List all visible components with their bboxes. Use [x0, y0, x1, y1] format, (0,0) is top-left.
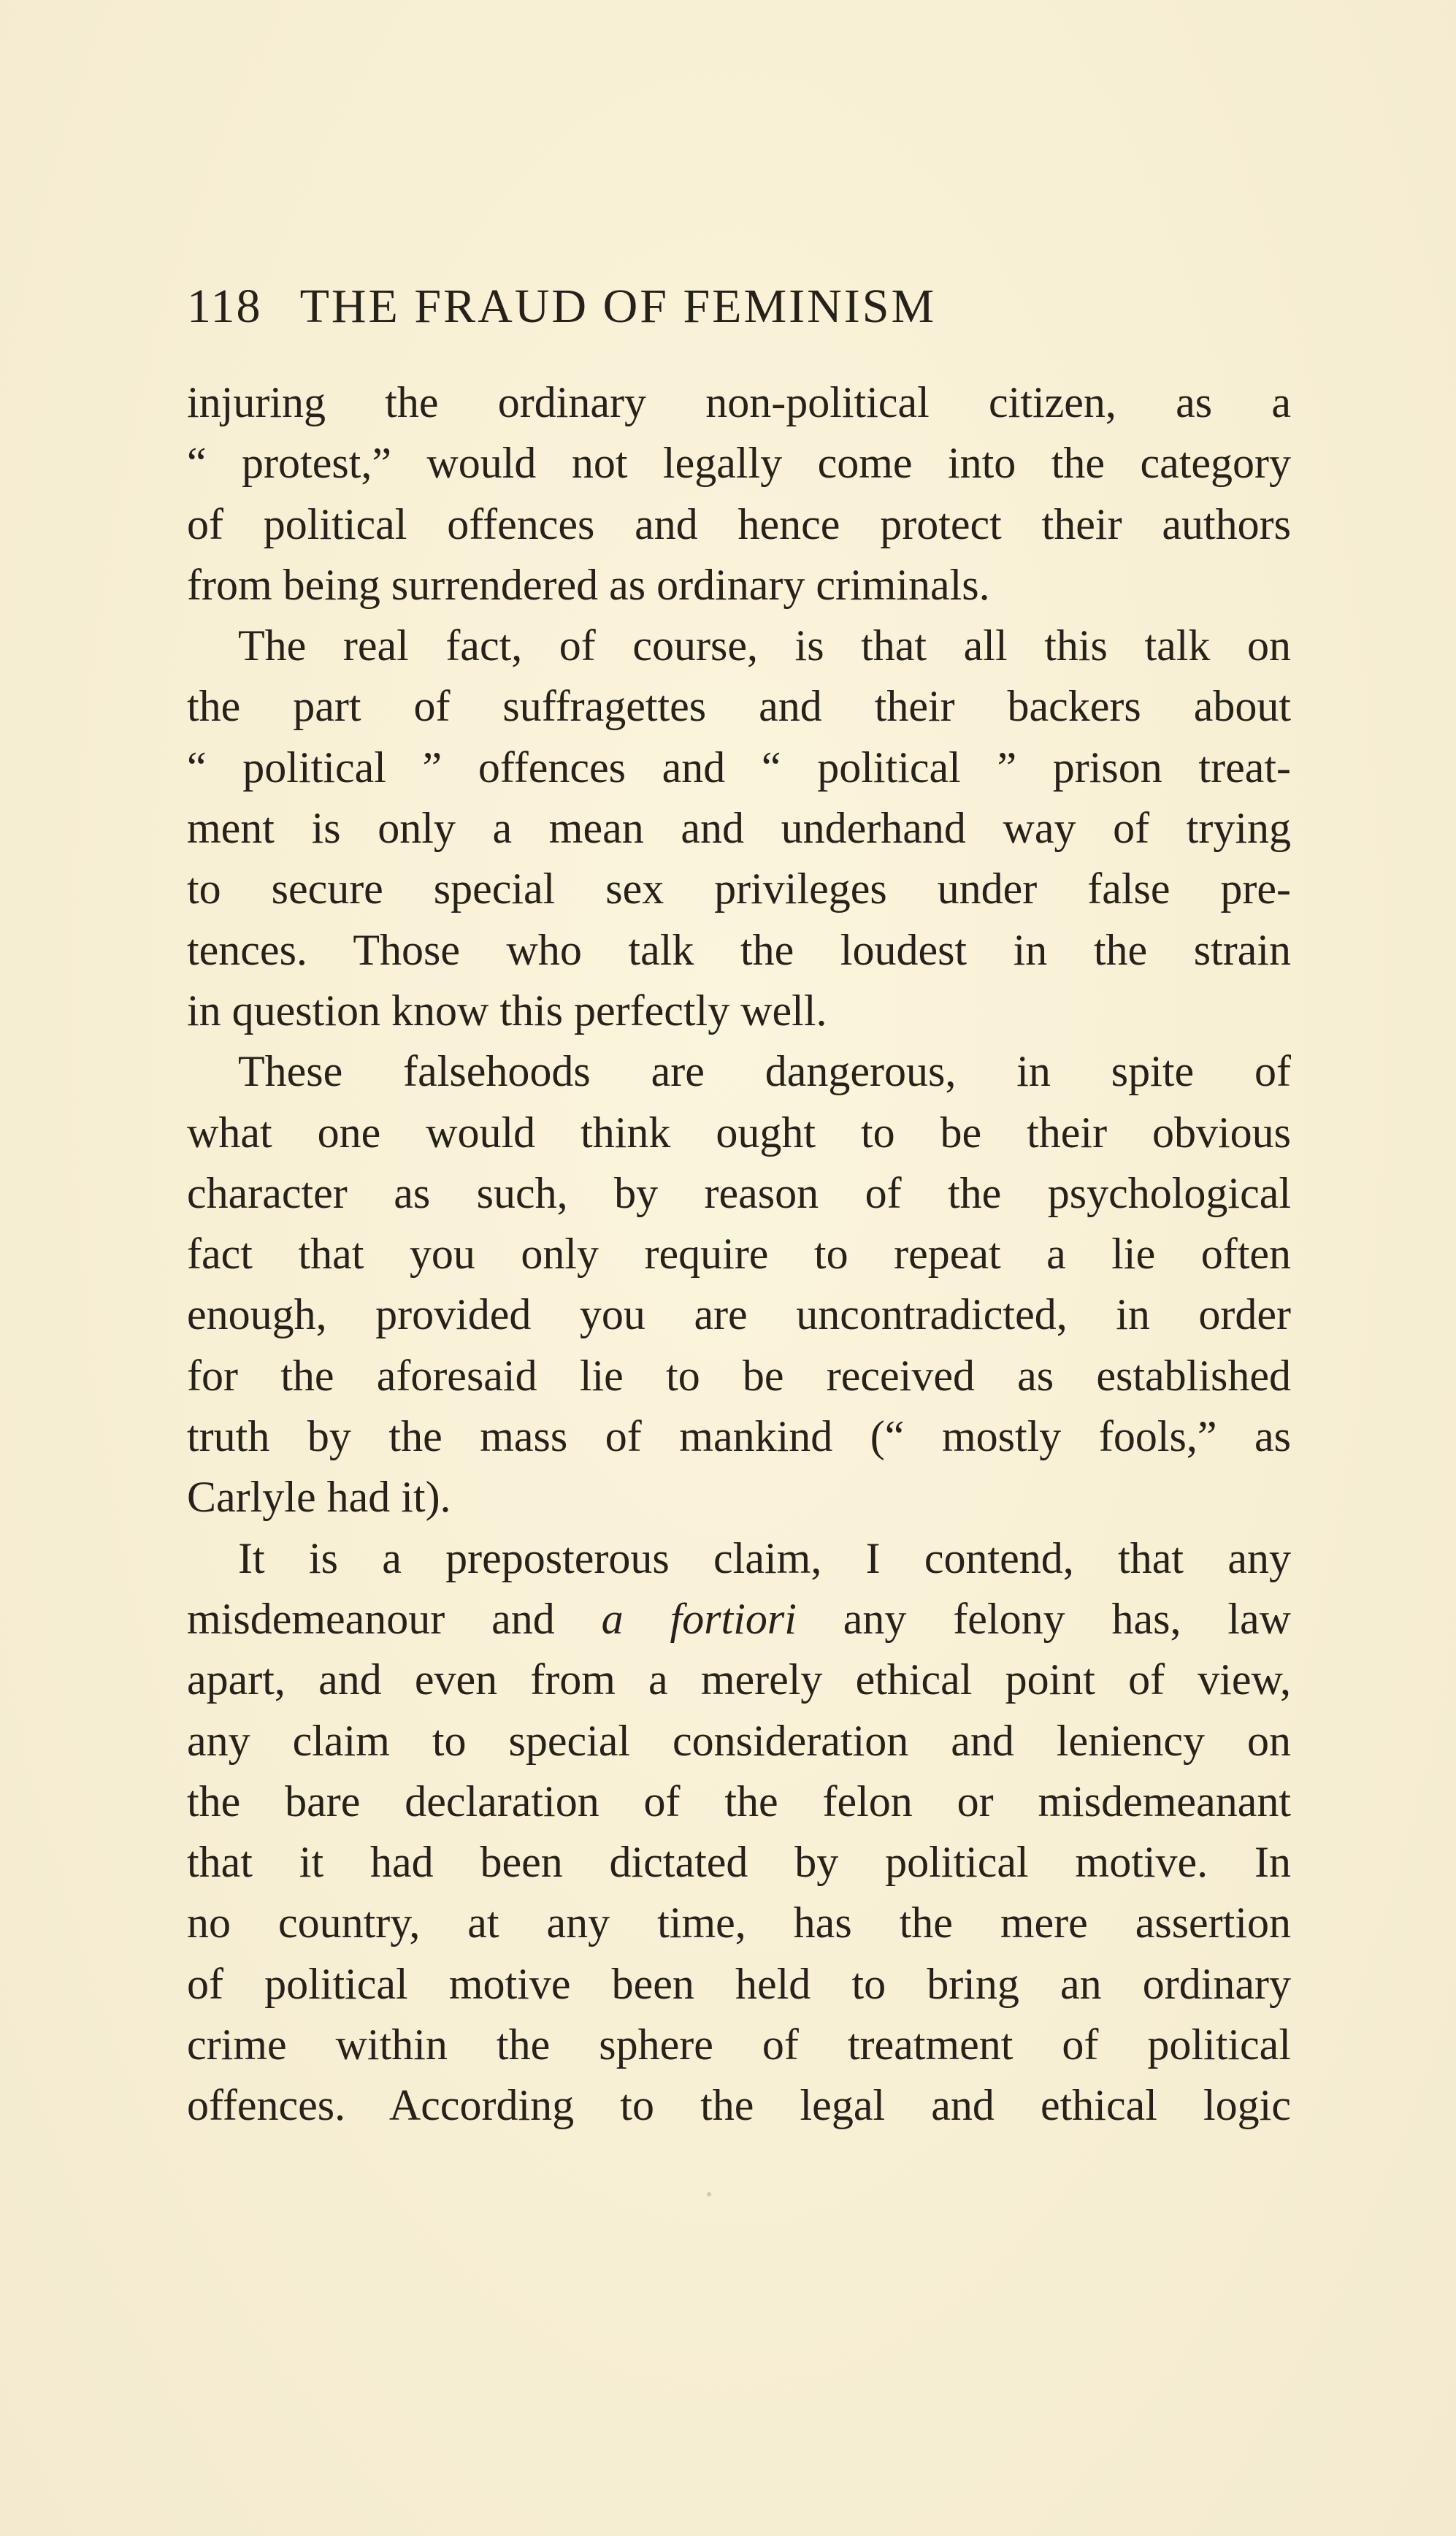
text-line: “ protest,” would not legally come into the category	[187, 439, 1291, 488]
text-line: ment is only a mean and underhand way of trying	[187, 804, 1291, 853]
text-segment: any felony has, law	[796, 1594, 1291, 1643]
text-line: offences. According to the legal and ethical logic	[187, 2081, 1291, 2130]
text-line	[187, 1589, 1291, 1650]
text-line: for the aforesaid lie to be received as established	[187, 1351, 1291, 1400]
text-line: fact that you only require to repeat a lie often	[187, 1230, 1291, 1279]
text-line: in question know this perfectly well.	[187, 986, 827, 1035]
text-line: the bare declaration of the felon or misdemeanant	[187, 1777, 1291, 1826]
text-line: no country, at any time, has the mere assertion	[187, 1899, 1291, 1947]
page-header	[187, 279, 1297, 352]
italic-phrase: a fortiori	[601, 1594, 797, 1643]
text-line: These falsehoods are dangerous, in spite of	[238, 1047, 1291, 1096]
text-line: character as such, by reason of the psychological	[187, 1168, 1291, 1217]
text-line: apart, and even from a merely ethical point of view,	[187, 1655, 1291, 1704]
text-line: truth by the mass of mankind (“ mostly fools,” as	[187, 1412, 1291, 1461]
paper-speck	[707, 2192, 711, 2196]
text-line: of political offences and hence protect their authors	[187, 499, 1291, 548]
text-line: The real fact, of course, is that all this talk on	[238, 621, 1291, 670]
page-number: 118	[187, 280, 262, 333]
text-line: any claim to special consideration and leniency on	[187, 1716, 1291, 1765]
text-line: injuring the ordinary non-political citizen, as a	[187, 378, 1291, 426]
text-line: enough, provided you are uncontradicted, in order	[187, 1290, 1291, 1339]
text-line: from being surrendered as ordinary criminals.	[187, 560, 990, 609]
text-line: what one would think ought to be their obvious	[187, 1108, 1291, 1157]
text-line: to secure special sex privileges under false pre-	[187, 865, 1291, 913]
text-line: of political motive been held to bring an ordinary	[187, 1959, 1291, 2008]
text-line: crime within the sphere of treatment of political	[187, 2020, 1291, 2069]
text-line: Carlyle had it).	[187, 1473, 451, 1522]
text-line: “ political ” offences and “ political ” prison treat-	[187, 743, 1291, 792]
text-line: It is a preposterous claim, I contend, that any	[238, 1533, 1291, 1582]
text-line: the part of suffragettes and their backers about	[187, 682, 1291, 731]
text-line: that it had been dictated by political motive. In	[187, 1838, 1291, 1887]
running-title: THE FRAUD OF FEMINISM	[299, 280, 937, 333]
text-segment: misdemeanour and	[187, 1594, 602, 1643]
text-line: tences. Those who talk the loudest in the strain	[187, 925, 1291, 974]
body-text	[187, 372, 1291, 2137]
